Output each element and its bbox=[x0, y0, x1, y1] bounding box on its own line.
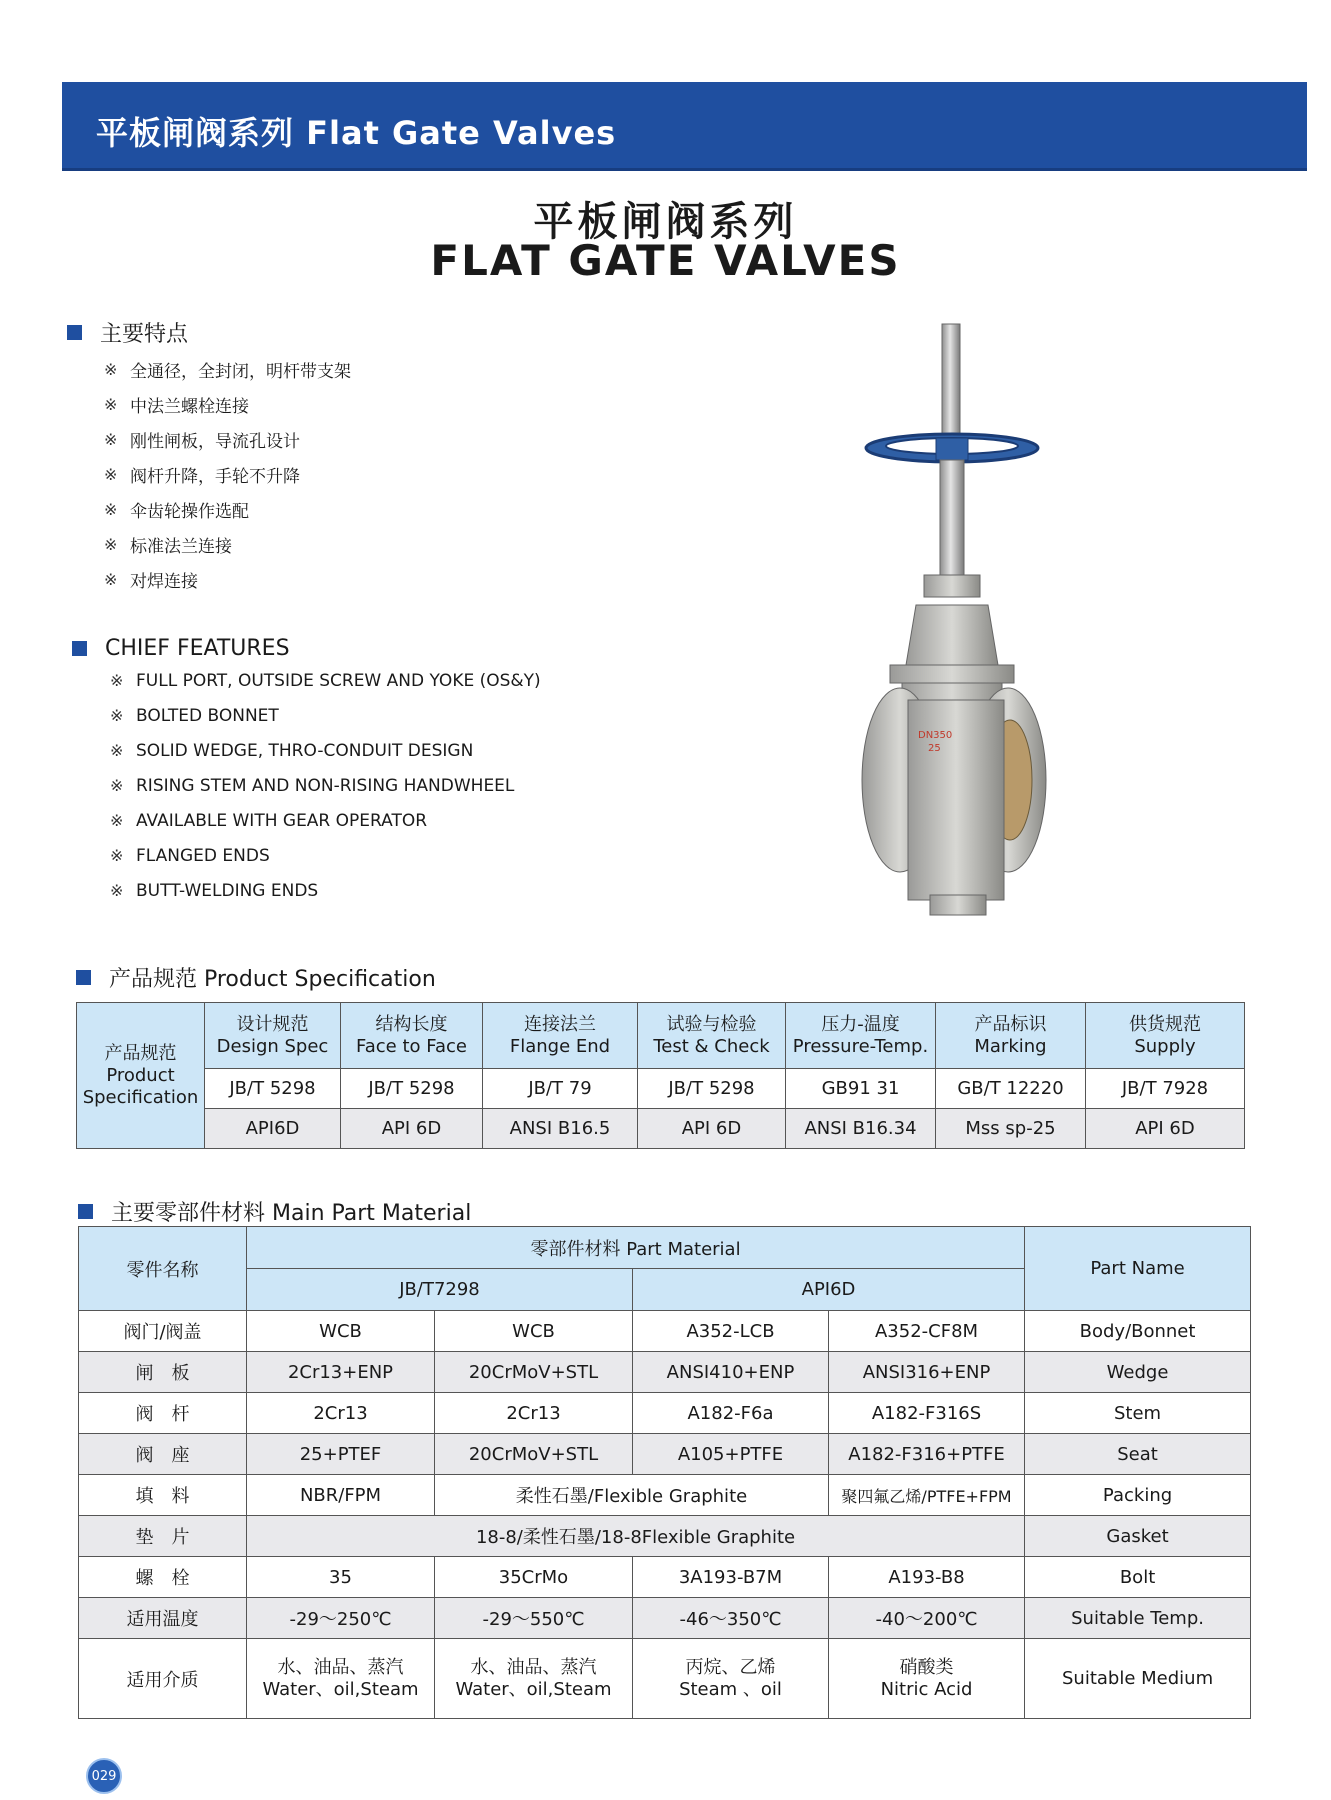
table-cell: 35 bbox=[247, 1557, 435, 1598]
part-name-cn: 填 料 bbox=[79, 1475, 247, 1516]
list-item-text: 中法兰螺栓连接 bbox=[130, 397, 249, 417]
table-row bbox=[79, 1598, 1251, 1639]
col-header bbox=[936, 1003, 1086, 1069]
col-header-en: Pressure-Temp. bbox=[792, 1035, 929, 1057]
col-header bbox=[786, 1003, 936, 1069]
table-cell: -29～250℃ bbox=[247, 1598, 435, 1639]
gate-valve-image bbox=[860, 320, 1060, 920]
col-header-std-api: API6D bbox=[633, 1269, 1025, 1311]
table-cell: A182-F6a bbox=[633, 1393, 829, 1434]
table-cell: 2Cr13 bbox=[247, 1393, 435, 1434]
list-item-text: FULL PORT, OUTSIDE SCREW AND YOKE (OS&Y) bbox=[136, 670, 541, 691]
col-header-std-jb: JB/T7298 bbox=[247, 1269, 633, 1311]
table-row bbox=[79, 1311, 1251, 1352]
table-cell: -46～350℃ bbox=[633, 1598, 829, 1639]
part-name-cn: 阀 座 bbox=[79, 1434, 247, 1475]
table-cell: GB91 31 bbox=[786, 1069, 936, 1109]
part-name-en: Stem bbox=[1025, 1393, 1251, 1434]
table-cell: JB/T 7928 bbox=[1086, 1069, 1245, 1109]
table-row bbox=[77, 1003, 1245, 1069]
table-cell: 3A193-B7M bbox=[633, 1557, 829, 1598]
part-name-cn: 闸 板 bbox=[79, 1352, 247, 1393]
reference-mark-icon: ※ bbox=[110, 811, 124, 830]
part-name-en: Packing bbox=[1025, 1475, 1251, 1516]
cell-line-cn: 丙烷、乙烯 bbox=[685, 1656, 776, 1678]
square-bullet-icon bbox=[76, 970, 91, 985]
table-cell: ANSI316+ENP bbox=[829, 1352, 1025, 1393]
col-header-cn: 设计规范 bbox=[236, 1013, 309, 1035]
col-header-en: Test & Check bbox=[653, 1035, 770, 1057]
square-bullet-icon bbox=[67, 325, 82, 340]
col-header bbox=[205, 1003, 341, 1069]
list-item bbox=[110, 663, 541, 698]
features-en-heading-text: CHIEF FEATURES bbox=[105, 636, 290, 661]
material-table bbox=[78, 1226, 1251, 1719]
table-cell bbox=[247, 1639, 435, 1719]
reference-mark-icon: ※ bbox=[110, 706, 124, 725]
table-cell: A352-LCB bbox=[633, 1311, 829, 1352]
features-en-list bbox=[110, 663, 541, 908]
list-item-text: 阀杆升降，手轮不升降 bbox=[130, 467, 300, 487]
list-item bbox=[110, 838, 541, 873]
reference-mark-icon: ※ bbox=[104, 430, 118, 449]
table-row bbox=[79, 1227, 1251, 1269]
part-name-cn: 阀 杆 bbox=[79, 1393, 247, 1434]
list-item bbox=[104, 492, 351, 527]
table-cell: 2Cr13 bbox=[435, 1393, 633, 1434]
table-cell: 20CrMoV+STL bbox=[435, 1352, 633, 1393]
col-header-en: Face to Face bbox=[356, 1035, 467, 1057]
reference-mark-icon: ※ bbox=[104, 360, 118, 379]
material-heading bbox=[78, 1196, 471, 1227]
col-header-en: Design Spec bbox=[216, 1035, 329, 1057]
list-item-text: 刚性闸板，导流孔设计 bbox=[130, 432, 300, 452]
list-item-text: 全通径，全封闭，明杆带支架 bbox=[130, 362, 351, 382]
col-header bbox=[341, 1003, 483, 1069]
col-header-material: 零部件材料 Part Material bbox=[247, 1227, 1025, 1269]
square-bullet-icon bbox=[72, 641, 87, 656]
col-header bbox=[483, 1003, 638, 1069]
part-name-cn: 适用温度 bbox=[79, 1598, 247, 1639]
table-row bbox=[79, 1434, 1251, 1475]
list-item-text: 标准法兰连接 bbox=[130, 537, 232, 557]
part-name-cn: 垫 片 bbox=[79, 1516, 247, 1557]
spec-heading bbox=[76, 962, 436, 993]
square-bullet-icon bbox=[78, 1204, 93, 1219]
table-row bbox=[77, 1109, 1245, 1149]
cell-line-cn: 硝酸类 bbox=[899, 1656, 954, 1678]
list-item-text: BOLTED BONNET bbox=[136, 705, 279, 726]
reference-mark-icon: ※ bbox=[104, 395, 118, 414]
table-cell: 18-8/柔性石墨/18-8Flexible Graphite bbox=[247, 1516, 1025, 1557]
table-cell: WCB bbox=[435, 1311, 633, 1352]
list-item bbox=[110, 768, 541, 803]
table-row bbox=[79, 1393, 1251, 1434]
list-item-text: SOLID WEDGE, THRO-CONDUIT DESIGN bbox=[136, 740, 474, 761]
col-header-en: Marking bbox=[974, 1035, 1047, 1057]
table-row bbox=[79, 1639, 1251, 1719]
part-name-cn: 适用介质 bbox=[79, 1639, 247, 1719]
valve-marking-pn: 25 bbox=[928, 743, 941, 754]
table-cell: A352-CF8M bbox=[829, 1311, 1025, 1352]
col-header-part-cn: 零件名称 bbox=[79, 1227, 247, 1311]
cell-line-en: Water、oil,Steam bbox=[262, 1678, 419, 1700]
table-row bbox=[79, 1557, 1251, 1598]
table-cell: 20CrMoV+STL bbox=[435, 1434, 633, 1475]
table-cell: A182-F316S bbox=[829, 1393, 1025, 1434]
part-name-cn: 阀门/阀盖 bbox=[79, 1311, 247, 1352]
list-item-text: AVAILABLE WITH GEAR OPERATOR bbox=[136, 810, 428, 831]
material-heading-text: 主要零部件材料 Main Part Material bbox=[111, 1201, 472, 1226]
part-name-en: Suitable Temp. bbox=[1025, 1598, 1251, 1639]
col-header-cn: 连接法兰 bbox=[524, 1013, 596, 1035]
list-item-text: 伞齿轮操作选配 bbox=[130, 502, 249, 522]
col-header-cn: 结构长度 bbox=[375, 1013, 448, 1035]
reference-mark-icon: ※ bbox=[104, 465, 118, 484]
cell-line-en: Nitric Acid bbox=[880, 1678, 973, 1700]
spec-row-header-en: Product Specification bbox=[82, 1064, 199, 1108]
spec-table bbox=[76, 1002, 1245, 1149]
reference-mark-icon: ※ bbox=[110, 846, 124, 865]
table-cell: WCB bbox=[247, 1311, 435, 1352]
col-header-en: Flange End bbox=[509, 1035, 611, 1057]
col-header-cn: 产品标识 bbox=[974, 1013, 1047, 1035]
table-cell: 柔性石墨/Flexible Graphite bbox=[435, 1475, 829, 1516]
list-item-text: BUTT-WELDING ENDS bbox=[136, 880, 319, 901]
features-cn-list bbox=[104, 352, 351, 597]
part-name-en: Suitable Medium bbox=[1025, 1639, 1251, 1719]
part-name-en: Gasket bbox=[1025, 1516, 1251, 1557]
list-item bbox=[104, 527, 351, 562]
table-cell: API 6D bbox=[1086, 1109, 1245, 1149]
table-row bbox=[79, 1475, 1251, 1516]
table-cell: A105+PTFE bbox=[633, 1434, 829, 1475]
cell-line-en: Steam 、oil bbox=[679, 1678, 782, 1700]
list-item bbox=[104, 562, 351, 597]
table-cell: 35CrMo bbox=[435, 1557, 633, 1598]
part-name-en: Wedge bbox=[1025, 1352, 1251, 1393]
table-cell: ANSI410+ENP bbox=[633, 1352, 829, 1393]
table-cell: GB/T 12220 bbox=[936, 1069, 1086, 1109]
table-cell: NBR/FPM bbox=[247, 1475, 435, 1516]
table-cell: JB/T 5298 bbox=[205, 1069, 341, 1109]
table-row bbox=[77, 1069, 1245, 1109]
banner-title: 平板闸阀系列 Flat Gate Valves bbox=[96, 114, 617, 152]
table-cell: Mss sp-25 bbox=[936, 1109, 1086, 1149]
table-cell: 2Cr13+ENP bbox=[247, 1352, 435, 1393]
table-cell: A182-F316+PTFE bbox=[829, 1434, 1025, 1475]
list-item bbox=[110, 803, 541, 838]
reference-mark-icon: ※ bbox=[104, 500, 118, 519]
list-item-text: RISING STEM AND NON-RISING HANDWHEEL bbox=[136, 775, 515, 796]
table-cell: JB/T 5298 bbox=[341, 1069, 483, 1109]
valve-marking-dn: DN350 bbox=[918, 730, 953, 741]
col-header bbox=[1086, 1003, 1245, 1069]
table-cell: API 6D bbox=[341, 1109, 483, 1149]
reference-mark-icon: ※ bbox=[110, 881, 124, 900]
features-cn-heading-text: 主要特点 bbox=[100, 322, 189, 347]
table-cell: 聚四氟乙烯/PTFE+FPM bbox=[829, 1475, 1025, 1516]
col-header-en: Supply bbox=[1134, 1035, 1196, 1057]
table-cell: API6D bbox=[205, 1109, 341, 1149]
reference-mark-icon: ※ bbox=[110, 671, 124, 690]
spec-row-header-cn: 产品规范 bbox=[104, 1042, 177, 1064]
part-name-cn: 螺 栓 bbox=[79, 1557, 247, 1598]
table-cell bbox=[633, 1639, 829, 1719]
cell-line-cn: 水、油品、蒸汽 bbox=[277, 1656, 404, 1678]
table-cell: A193-B8 bbox=[829, 1557, 1025, 1598]
list-item bbox=[104, 352, 351, 387]
list-item-text: 对焊连接 bbox=[130, 572, 198, 592]
reference-mark-icon: ※ bbox=[110, 776, 124, 795]
list-item bbox=[104, 457, 351, 492]
list-item bbox=[104, 422, 351, 457]
spec-row-header bbox=[77, 1003, 205, 1149]
page-title-en: FLAT GATE VALVES bbox=[430, 236, 901, 285]
page-title-cn: 平板闸阀系列 bbox=[533, 199, 798, 245]
list-item bbox=[104, 387, 351, 422]
features-cn-heading bbox=[67, 317, 188, 348]
table-cell: -29～550℃ bbox=[435, 1598, 633, 1639]
table-cell: 25+PTEF bbox=[247, 1434, 435, 1475]
table-cell: ANSI B16.5 bbox=[483, 1109, 638, 1149]
list-item bbox=[110, 698, 541, 733]
header-banner bbox=[62, 82, 1307, 171]
table-cell bbox=[435, 1639, 633, 1719]
reference-mark-icon: ※ bbox=[104, 570, 118, 589]
cell-line-en: Water、oil,Steam bbox=[455, 1678, 612, 1700]
reference-mark-icon: ※ bbox=[104, 535, 118, 554]
features-en-heading bbox=[72, 636, 290, 661]
spec-heading-text: 产品规范 Product Specification bbox=[109, 967, 436, 992]
table-cell: API 6D bbox=[638, 1109, 786, 1149]
table-cell: -40～200℃ bbox=[829, 1598, 1025, 1639]
list-item-text: FLANGED ENDS bbox=[136, 845, 270, 866]
part-name-en: Seat bbox=[1025, 1434, 1251, 1475]
reference-mark-icon: ※ bbox=[110, 741, 124, 760]
col-header-cn: 供货规范 bbox=[1129, 1013, 1201, 1035]
part-name-en: Bolt bbox=[1025, 1557, 1251, 1598]
page-number-badge: 029 bbox=[86, 1758, 122, 1794]
table-cell: JB/T 79 bbox=[483, 1069, 638, 1109]
col-header-part-en: Part Name bbox=[1025, 1227, 1251, 1311]
part-name-en: Body/Bonnet bbox=[1025, 1311, 1251, 1352]
cell-line-cn: 水、油品、蒸汽 bbox=[470, 1656, 597, 1678]
table-cell bbox=[829, 1639, 1025, 1719]
table-cell: ANSI B16.34 bbox=[786, 1109, 936, 1149]
col-header bbox=[638, 1003, 786, 1069]
col-header-cn: 试验与检验 bbox=[666, 1013, 757, 1035]
table-row bbox=[79, 1352, 1251, 1393]
table-cell: JB/T 5298 bbox=[638, 1069, 786, 1109]
list-item bbox=[110, 873, 541, 908]
list-item bbox=[110, 733, 541, 768]
table-row bbox=[79, 1516, 1251, 1557]
col-header-cn: 压力-温度 bbox=[821, 1013, 900, 1035]
